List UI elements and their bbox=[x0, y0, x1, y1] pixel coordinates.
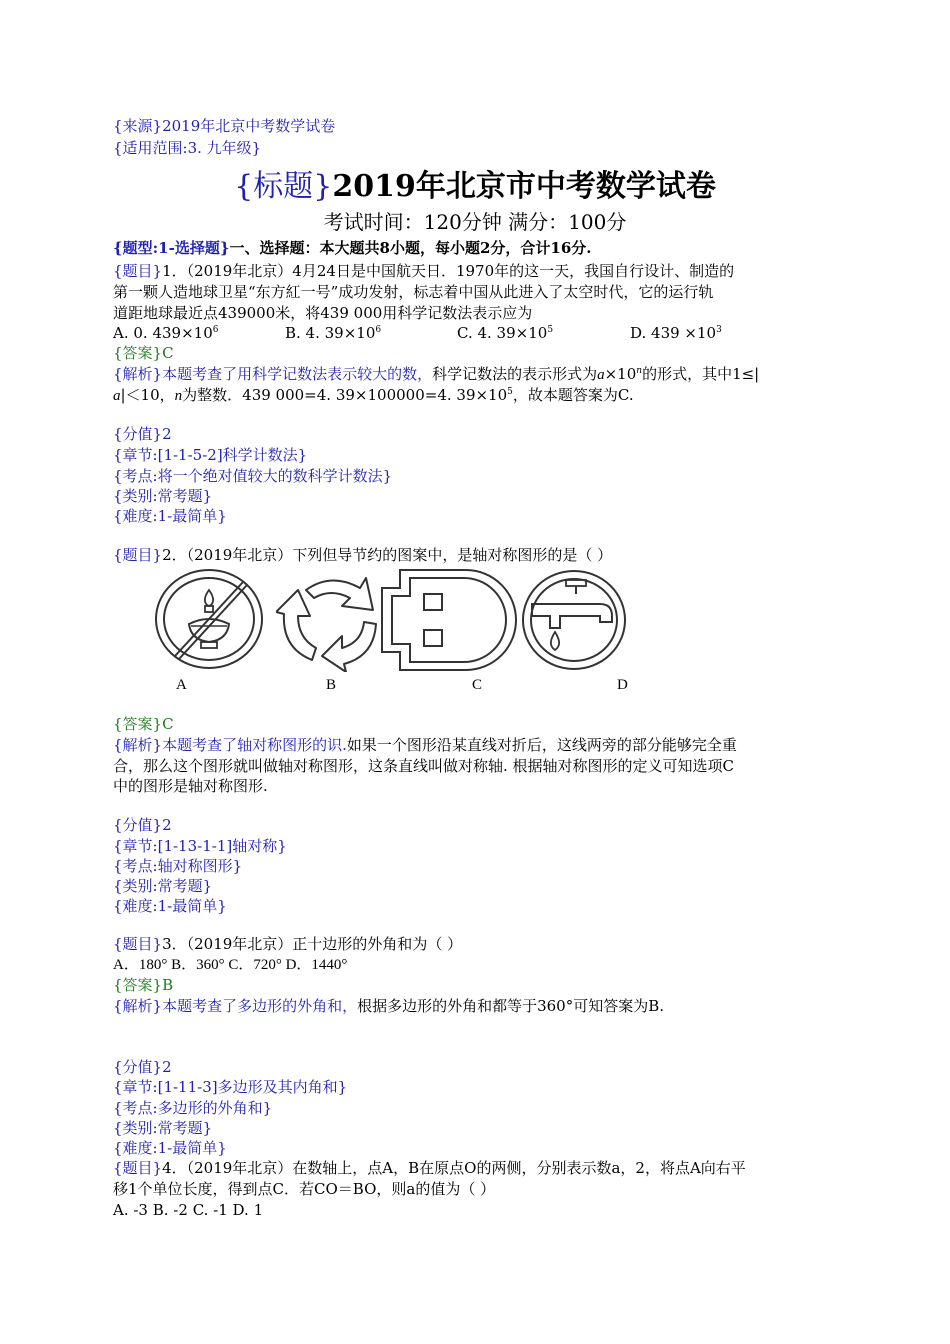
q3-analysis-tag: {解析}本题考查了多边形的外角和， bbox=[113, 997, 358, 1015]
q1-option-a-exp: 6 bbox=[212, 325, 219, 335]
q1-difficulty: {难度:1-最简单} bbox=[113, 507, 227, 525]
q2-answer: {答案}C bbox=[113, 715, 174, 733]
q3-score: {分值}2 bbox=[113, 1058, 172, 1076]
q1-analysis-tag: {解析}本题考查了用科学记数法表示较大的数， bbox=[113, 365, 433, 383]
q1-analysis-text3: |＜10， bbox=[120, 386, 175, 404]
q3-text: 3．（2019年北京）正十边形的外角和为（ ） bbox=[162, 935, 463, 953]
q1-option-b-exp: 6 bbox=[375, 325, 382, 335]
title-text: 2019年北京市中考数学试卷 bbox=[332, 169, 716, 204]
q3-point: {考点:多边形的外角和} bbox=[113, 1099, 273, 1117]
q1-analysis-times: ×10 bbox=[604, 365, 637, 383]
q1-analysis-line1 bbox=[113, 364, 759, 385]
q2-analysis-line3: 中的图形是轴对称图形. bbox=[113, 777, 268, 795]
q3-analysis-text: 根据多边形的外角和都等于360°可知答案为B. bbox=[357, 997, 665, 1015]
section-heading bbox=[113, 238, 591, 258]
q2-score: {分值}2 bbox=[113, 816, 172, 834]
q1-option-d-exp: 3 bbox=[716, 325, 722, 335]
section-tag: {题型:1-选择题} bbox=[113, 239, 230, 257]
q1-option-c bbox=[457, 323, 553, 343]
q1-analysis-var-a: a bbox=[597, 367, 605, 383]
q3-chapter: {章节:[1-11-3]多边形及其内角和} bbox=[113, 1078, 348, 1096]
q1-line1 bbox=[113, 261, 734, 281]
q1-line2: 第一颗人造地球卫星“东方紅一号”成功发射，标志着中国从此进入了太空时代，它的运行轨 bbox=[113, 283, 714, 301]
figure-d-faucet-icon bbox=[520, 568, 628, 672]
q1-analysis-abs-a: a bbox=[113, 388, 121, 404]
q1-option-a bbox=[113, 323, 218, 343]
figure-b-recycle-icon bbox=[276, 568, 386, 672]
q1-analysis-var-n: n bbox=[174, 388, 183, 404]
q2-analysis-line1 bbox=[113, 735, 737, 755]
q1-text1: 1．（2019年北京）4月24日是中国航天日．1970年的这一天，我国自行设计、制造的 bbox=[162, 262, 735, 280]
q2-point: {考点:轴对称图形} bbox=[113, 857, 243, 875]
q1-category: {类别:常考题} bbox=[113, 487, 213, 505]
figure-c-socket-icon bbox=[380, 568, 520, 672]
q4-line2: 移1个单位长度，得到点C．若CO＝BO，则a的值为（ ） bbox=[113, 1180, 496, 1198]
figure-d-label: D bbox=[617, 677, 628, 693]
q1-point: {考点:将一个绝对值较大的数科学计数法} bbox=[113, 467, 393, 485]
q1-option-b bbox=[285, 323, 381, 343]
q1-chapter: {章节:[1-1-5-2]科学计数法} bbox=[113, 446, 308, 464]
q4-tag: {题目} bbox=[113, 1159, 163, 1177]
q1-analysis-exp5: 5 bbox=[507, 387, 513, 397]
figure-b-label: B bbox=[326, 677, 337, 693]
title-tag: {标题} bbox=[234, 169, 333, 204]
q2-tag: {题目} bbox=[113, 546, 163, 564]
q1-option-b-text: B. 4. 39×10 bbox=[285, 324, 376, 342]
q1-option-c-exp: 5 bbox=[547, 325, 554, 335]
q2-category: {类别:常考题} bbox=[113, 877, 213, 895]
q1-answer: {答案}C bbox=[113, 344, 174, 362]
exam-info: 考试时间：120分钟 满分：100分 bbox=[323, 210, 627, 234]
q1-analysis-text1: 科学记数法的表示形式为 bbox=[432, 365, 598, 383]
q3-analysis bbox=[113, 996, 664, 1016]
q1-analysis-text4: 为整数．439 000=4. 39×100000=4. 39×10 bbox=[182, 386, 508, 404]
q4-line1 bbox=[113, 1158, 746, 1178]
figure-a-no-flame-icon bbox=[153, 568, 265, 670]
q2-text: 2．（2019年北京）下列但导节约的图案中，是轴对称图形的是（ ） bbox=[162, 546, 613, 564]
q1-option-d-text: D. 439 ×10 bbox=[630, 324, 717, 342]
q4-options: A. -3 B. -2 C. -1 D. 1 bbox=[113, 1201, 264, 1219]
q1-score: {分值}2 bbox=[113, 425, 172, 443]
q2-difficulty: {难度:1-最简单} bbox=[113, 897, 227, 915]
source-line: {来源}2019年北京中考数学试卷 bbox=[113, 117, 336, 135]
section-text: 一、选择题：本大题共8小题，每小题2分，合计16分. bbox=[229, 239, 592, 257]
q3-answer: {答案}B bbox=[113, 976, 174, 994]
q4-text1: 4．（2019年北京）在数轴上，点A，B在原点O的两侧，分别表示数a，2，将点A向右平 bbox=[162, 1159, 746, 1177]
q2-analysis-line2: 合，那么这个图形就叫做轴对称图形，这条直线叫做对称轴. 根据轴对称图形的定义可知选项C bbox=[113, 757, 735, 775]
q3-options: A．180° B．360° C．720° D．1440° bbox=[113, 957, 348, 973]
q1-analysis-line2 bbox=[113, 385, 634, 406]
q1-tag: {题目} bbox=[113, 262, 163, 280]
q1-option-d bbox=[630, 323, 722, 343]
q1-analysis-text2: 的形式，其中1≤| bbox=[642, 365, 760, 383]
q3-tag: {题目} bbox=[113, 935, 163, 953]
q2-analysis-tag: {解析}本题考查了轴对称图形的识. bbox=[113, 736, 347, 754]
q1-option-c-text: C. 4. 39×10 bbox=[457, 324, 548, 342]
figure-a-label: A bbox=[176, 677, 187, 693]
q1-option-a-text: A. 0. 439×10 bbox=[113, 324, 213, 342]
q3-category: {类别:常考题} bbox=[113, 1119, 213, 1137]
q3-line bbox=[113, 934, 462, 954]
q1-line3: 道距地球最近点439000米，将439 000用科学记数法表示应为 bbox=[113, 304, 533, 322]
q3-difficulty: {难度:1-最简单} bbox=[113, 1139, 227, 1157]
scope-line: {适用范围:3. 九年级} bbox=[113, 139, 262, 157]
q2-analysis-text1: 如果一个图形沿某直线对折后，这线两旁的部分能够完全重 bbox=[346, 736, 737, 754]
q2-chapter: {章节:[1-13-1-1]轴对称} bbox=[113, 837, 287, 855]
q1-analysis-text5: ，故本题答案为C. bbox=[512, 386, 634, 404]
q1-analysis-exp-n: n bbox=[636, 366, 643, 376]
page-title bbox=[0, 168, 950, 206]
figure-c-label: C bbox=[472, 677, 483, 693]
q2-line bbox=[113, 545, 612, 565]
